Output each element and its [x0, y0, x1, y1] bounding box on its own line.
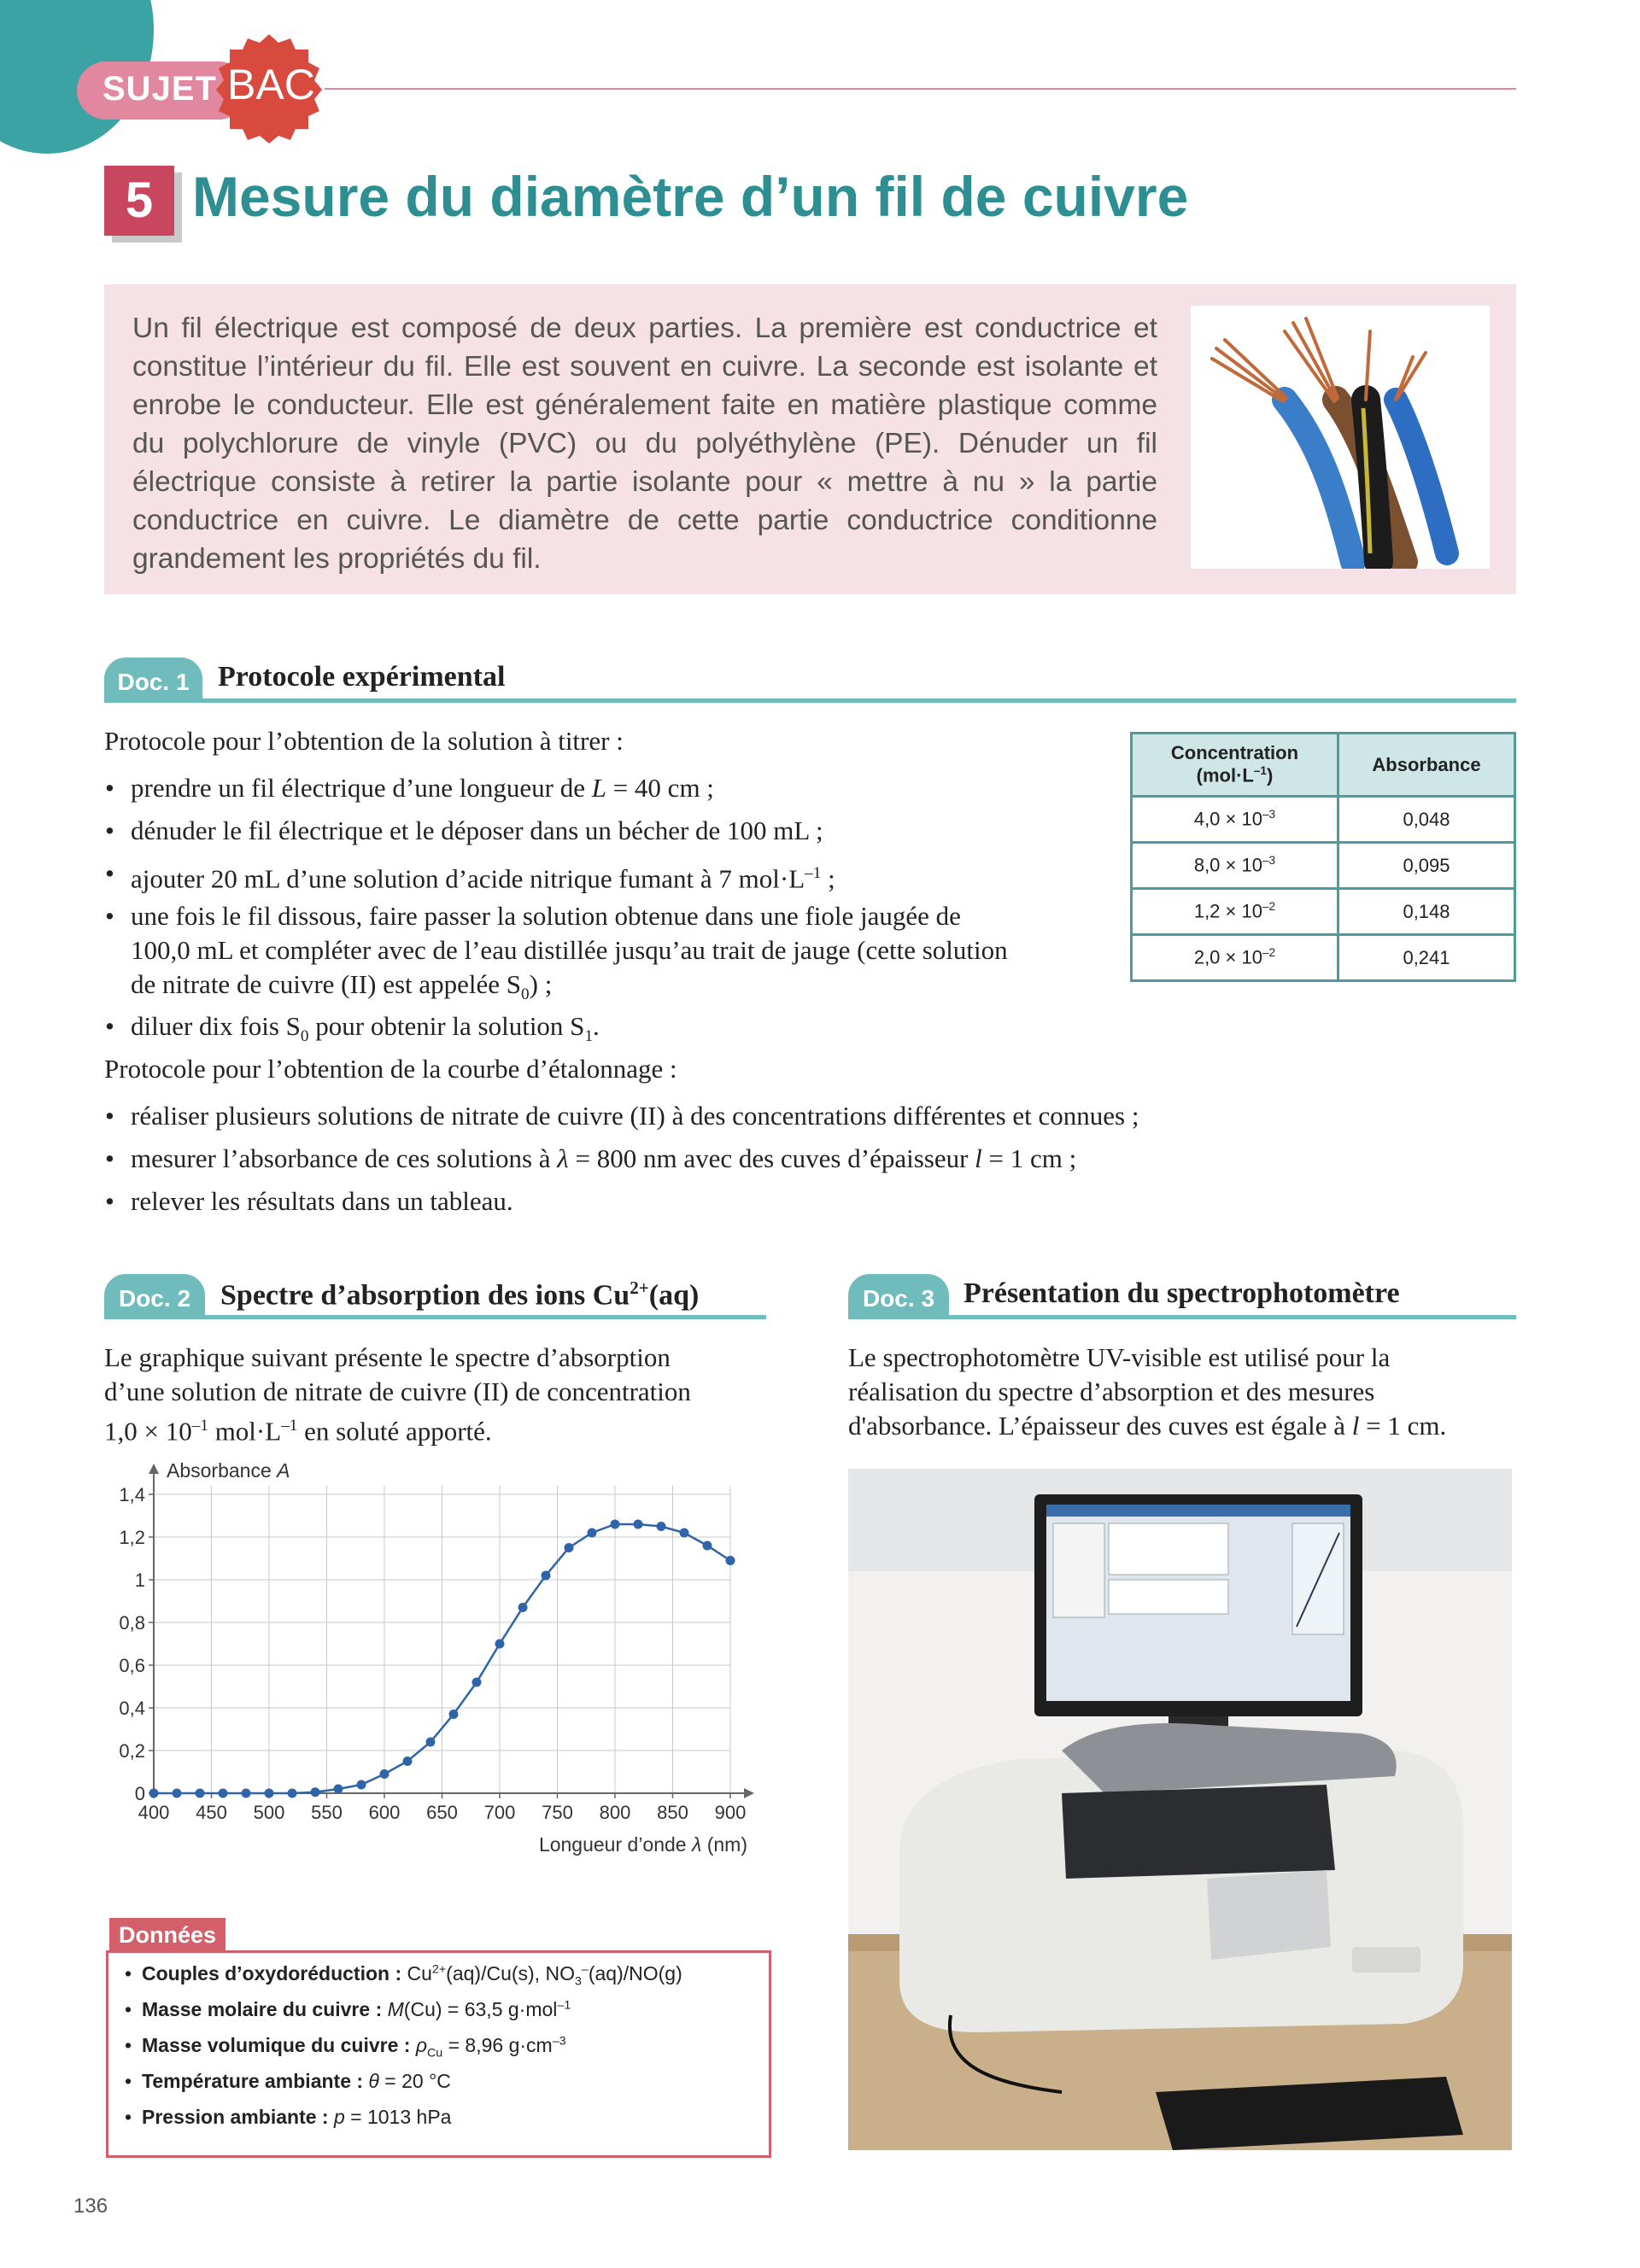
donnees-item-temperature: • Température ambiante : θ = 20 °C [142, 2070, 451, 2093]
x-axis-arrow [744, 1788, 754, 1798]
data-point [565, 1543, 574, 1552]
doc2-title: Spectre d’absorption des ions $Cu^{2+}(aq)$ [220, 1277, 700, 1312]
doc1-bullet-5: • diluer dix fois $S_0$ pour obtenir la solution $S_1$. [131, 1009, 600, 1054]
x-tick-label: 400 [138, 1802, 170, 1823]
table-row [1132, 889, 1515, 935]
data-point [403, 1757, 413, 1766]
table-cell-concentration: $2,0 \times 10^{-2}$ [1132, 935, 1338, 981]
data-point [149, 1789, 159, 1798]
data-point [634, 1520, 643, 1529]
data-point [334, 1785, 343, 1794]
table-cell-concentration: $1,2 \times 10^{-2}$ [1132, 889, 1338, 935]
x-tick-label: 800 [599, 1802, 631, 1823]
table-header-row [1132, 734, 1515, 797]
table-cell-concentration: $8,0 \times 10^{-3}$ [1132, 843, 1338, 889]
x-tick-label: 850 [657, 1802, 688, 1823]
table-cell-absorbance: 0,148 [1338, 889, 1514, 935]
data-point [588, 1529, 597, 1538]
table-header-concentration: Concentration $(mol\cdot L^{-1})$ [1132, 734, 1338, 797]
table-header-absorbance: Absorbance [1338, 734, 1514, 797]
sujet-label: SUJET [102, 70, 217, 108]
table-row [1132, 797, 1515, 843]
x-tick-label: 700 [483, 1802, 516, 1823]
doc1-title: Protocole expérimental [218, 661, 506, 693]
data-point [495, 1640, 505, 1649]
doc1-intro2: Protocole pour l’obtention de la courbe d’étalonnage : [104, 1054, 677, 1084]
data-point [518, 1603, 528, 1612]
doc1-bullet-6: • réaliser plusieurs solutions de nitrate de cuivre (II) à des concentrations différentes et connues ; [131, 1099, 1139, 1133]
intro-text: Un fil électrique est composé de deux parties. La première est conductrice et constitue l’intérieur du fil. Elle est souvent en cuivre. La seconde est isolante et enrobe le conducteur. Elle est généralement faite en matière plastique comme du polychlorure de vinyle (PVC) ou du polyéthylène (PE). Dénuder un fil électrique consiste à retirer la partie isolante pour « mettre à nu » la partie conductrice en cuivre. Le diamètre de cette partie conductrice conditionne grandement les propriétés du fil. [132, 313, 1157, 575]
doc1-bullet-8: • relever les résultats dans un tableau. [131, 1184, 513, 1219]
table-cell-concentration: $4,0 \times 10^{-3}$ [1132, 797, 1338, 843]
x-axis-label: Longueur d’onde λ (nm) [538, 1833, 747, 1856]
doc3-tab: Doc. 3 [848, 1274, 949, 1317]
doc1-bullet-1: • prendre un fil électrique d’une longueur de L = 40 cm ; [131, 771, 714, 805]
y-tick-label: 0,8 [119, 1612, 145, 1634]
x-tick-label: 750 [542, 1802, 573, 1823]
doc1-intro1: Protocole pour l’obtention de la solution à titrer : [104, 726, 624, 756]
data-point [357, 1780, 366, 1790]
doc1-tab: Doc. 1 [104, 658, 202, 700]
y-tick-label: 0,2 [119, 1740, 145, 1762]
doc3-rule [848, 1315, 1516, 1319]
donnees-item-masse-volumique: • Masse volumique du cuivre : $\rho_{Cu} = 8,96$ $g\cdot cm^{-3}$ [142, 2034, 566, 2060]
doc1-rule [104, 699, 1516, 703]
table-cell-absorbance: 0,241 [1338, 935, 1514, 981]
page-number: 136 [73, 2195, 108, 2218]
y-tick-label: 0,6 [119, 1655, 145, 1676]
data-point [173, 1789, 182, 1798]
absorption-spectrum-chart [94, 1460, 777, 1862]
doc1-bullet-7: • mesurer l’absorbance de ces solutions à λ = 800 nm avec des cuves d’épaisseur l = 1 cm ; [131, 1142, 1076, 1176]
y-tick-label: 0,4 [119, 1698, 145, 1719]
table-row [1132, 843, 1515, 889]
data-point [726, 1556, 735, 1565]
bac-label: BAC [227, 61, 315, 108]
electric-wire-image [1191, 306, 1490, 569]
spectrophotometer-image [848, 1469, 1512, 2150]
y-tick-label: 1,4 [119, 1484, 145, 1505]
data-point [242, 1789, 251, 1798]
doc1-bullet-3: • ajouter 20 mL d’une solution d’acide nitrique fumant à 7 $mol\cdot L^{-1}$ ; [131, 856, 835, 896]
doc1-bullet-4: • une fois le fil dissous, faire passer la solution obtenue dans une fiole jaugée de 100,0 mL et compléter avec de l’eau distillée jusqu’au trait de jauge (cette solution de nitrate de cuivre (II) est appelée $S_0$) ; [131, 899, 1053, 1012]
table-cell-absorbance: 0,048 [1338, 797, 1514, 843]
y-tick-label: 1,2 [119, 1527, 145, 1548]
data-point [542, 1571, 551, 1581]
data-point [219, 1789, 228, 1798]
x-tick-label: 650 [426, 1802, 458, 1823]
data-point [472, 1678, 482, 1687]
donnees-item-couples: • Couples d’oxydoréduction : $Cu^{2+}(aq)/Cu(s)$, $NO_3^-(aq)/NO(g)$ [142, 1962, 682, 1989]
header-rule [325, 88, 1516, 90]
data-point [288, 1789, 297, 1798]
y-axis-arrow [149, 1464, 159, 1474]
doc2-text: Le graphique suivant présente le spectre d’absorption d’une solution de nitrate de cuivre (II) de concentration $1,0 \times 10^{-1}$ $mol\cdot L^{-1}$ en soluté apporté. [104, 1342, 691, 1447]
x-tick-label: 550 [311, 1802, 343, 1823]
data-point [680, 1529, 689, 1538]
x-tick-label: 900 [714, 1802, 747, 1823]
data-point [611, 1520, 620, 1529]
donnees-item-masse-molaire: • Masse molaire du cuivre : M(Cu) = 63,5 g·mol$^{-1}$ [142, 1998, 571, 2021]
y-tick-label: 0 [134, 1783, 145, 1804]
data-point [703, 1541, 712, 1551]
table-cell-absorbance: 0,095 [1338, 843, 1514, 889]
data-point [311, 1787, 320, 1797]
doc1-bullet-2: • dénuder le fil électrique et le déposer dans un bécher de 100 mL ; [131, 814, 823, 848]
data-point [380, 1769, 390, 1779]
y-axis-label: Absorbance A [167, 1460, 290, 1482]
absorbance-table [1130, 732, 1516, 982]
doc3-text: Le spectrophotomètre UV-visible est utilisé pour la réalisation du spectre d’absorption et des mesures d'absorbance. L’épaisseur des cuves est égale à l = 1 cm. [848, 1342, 1447, 1441]
data-point [449, 1710, 459, 1719]
y-tick-label: 1 [134, 1569, 145, 1591]
donnees-item-pression: • Pression ambiante : p = 1013 hPa [142, 2106, 451, 2129]
doc3-title: Présentation du spectrophotomètre [964, 1277, 1400, 1309]
x-tick-label: 600 [368, 1802, 401, 1823]
exercise-number: 5 [104, 166, 174, 236]
table-row [1132, 935, 1515, 981]
data-point [657, 1522, 666, 1531]
data-point [265, 1789, 274, 1798]
doc2-rule [104, 1315, 766, 1319]
donnees-tab: Données [109, 1918, 226, 1952]
data-point [196, 1789, 205, 1798]
doc2-tab: Doc. 2 [104, 1274, 205, 1317]
data-point [426, 1738, 436, 1747]
x-tick-label: 450 [196, 1802, 227, 1823]
page-title: Mesure du diamètre d’un fil de cuivre [192, 165, 1189, 228]
x-tick-label: 500 [253, 1802, 285, 1823]
